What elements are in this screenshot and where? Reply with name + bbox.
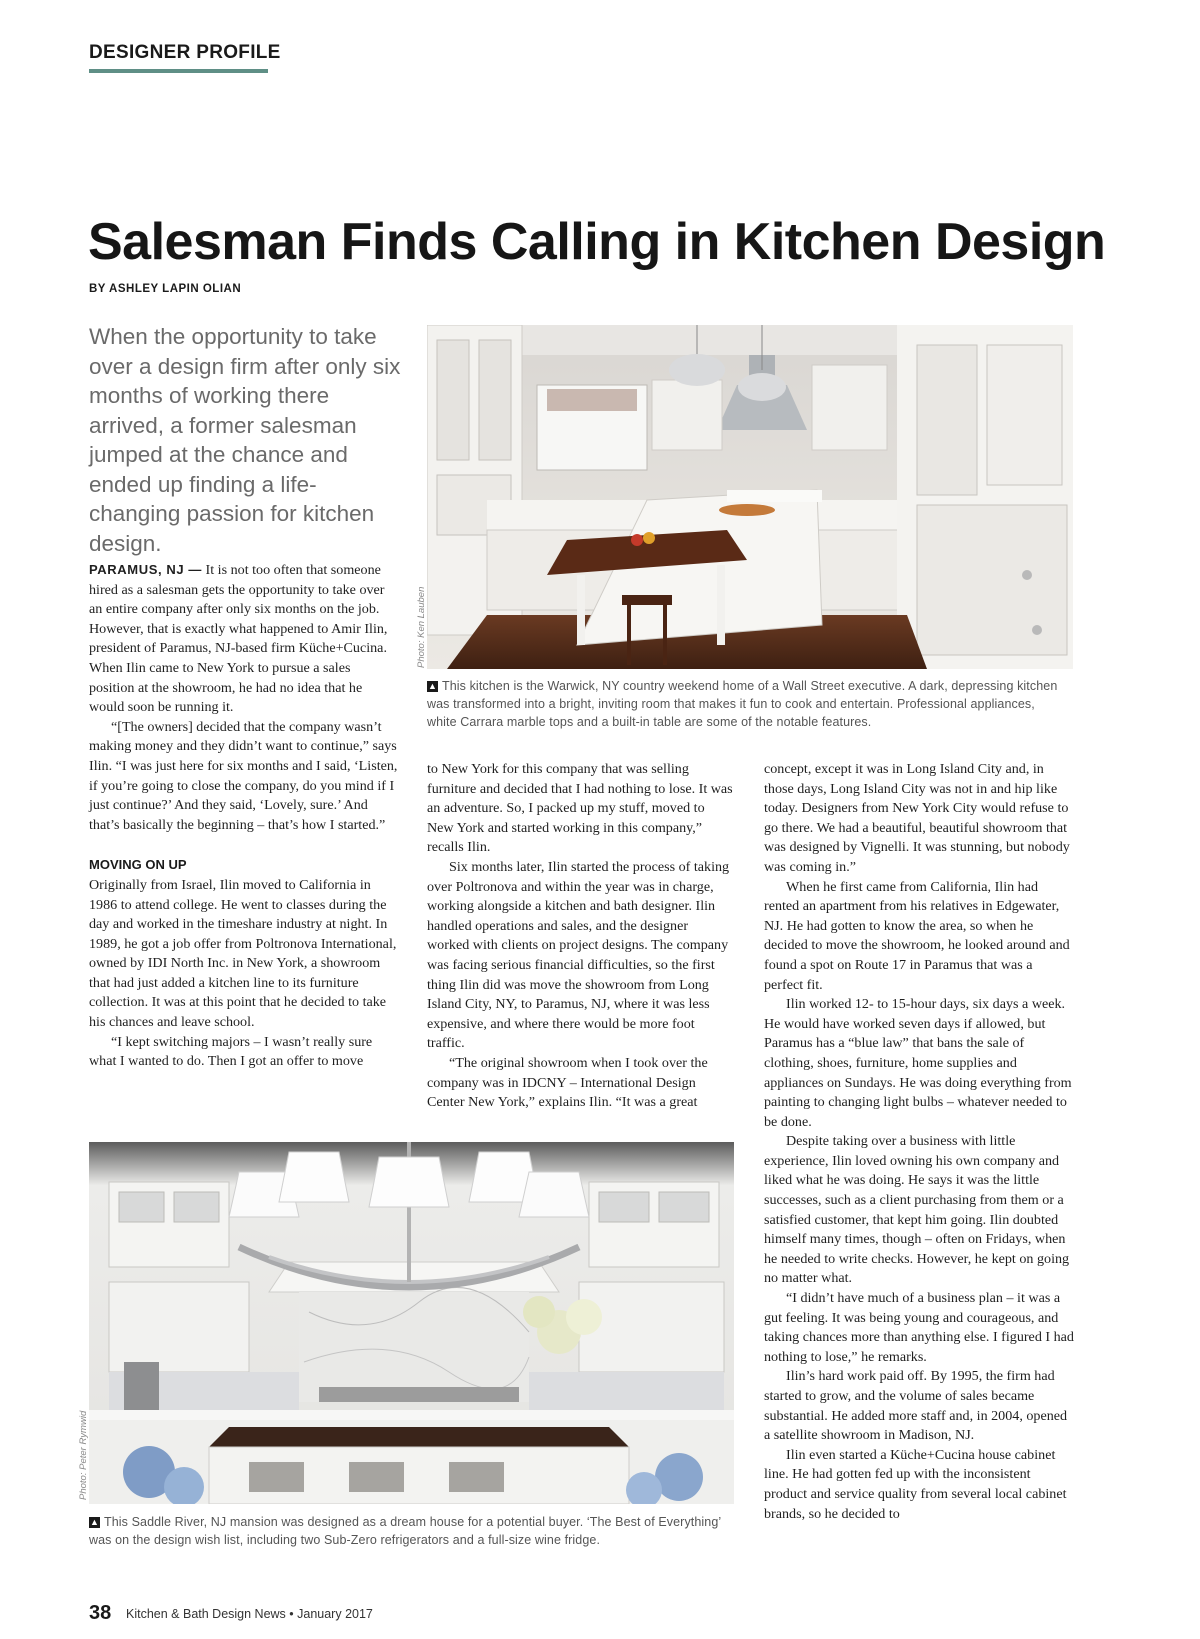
kitchen-photo-saddle-river (89, 1142, 734, 1504)
article-column-3 (764, 760, 1074, 1524)
paragraph: Ilin even started a Küche+Cucina house cabinet line. He had gotten fed up with the inconsistent product and service quality from several local cabinet brands, so he decided to (764, 1446, 1067, 1522)
paragraph: “I kept switching majors – I wasn’t really sure what I wanted to do. Then I got an offer to move (89, 1033, 373, 1070)
paragraph: concept, except it was in Long Island City and, in those days, Long Island City was not in and hip like today. Designers from New York City would refuse to go there. We had a beautiful, beautiful showroom that was designed by Vignelli. It was stunning, but nobody was coming in.” (764, 761, 1070, 875)
paragraph: to New York for this company that was selling furniture and decided that I had nothing to lose. It was an adventure. So, I packed up my stuff, moved to New York and started working in this company,” recalls Ilin. (427, 761, 733, 856)
section-underline (89, 69, 268, 73)
paragraph: Ilin’s hard work paid off. By 1995, the firm had started to grow, and the volume of sales became substantial. He added more staff and, in 2004, opened a satellite showroom in Madison, NJ. (764, 1368, 1068, 1444)
article-column-1 (89, 560, 399, 1072)
publication-footer: Kitchen & Bath Design News • January 2017 (126, 1607, 373, 1621)
page-number: 38 (89, 1602, 112, 1624)
caption-arrow-icon: ▲ (89, 1517, 99, 1527)
paragraph: Six months later, Ilin started the process of taking over Poltronova and within the year was in charge, working alongside a kitchen and bath designer. Ilin handled operations and sales, and the designer worked with clients on project designs. The company was facing serious financial difficulties, so the first thing Ilin did was move the showroom from Long Island City, NY, to Paramus, NJ, where it was less expensive, and where there would be more foot traffic. (427, 858, 730, 1052)
article-column-2 (427, 760, 733, 1113)
paragraph: PARAMUS, NJ — It is not too often that someone hired as a salesman gets the opportunity to take over an entire company after only six months on the job. However, that is exactly what happened to Amir Ilin, president of Paramus, NJ-based firm Küche+Cucina. When Ilin came to New York to pursue a sales position at the showroom, he had no idea that he would soon be running it. (89, 562, 388, 716)
photo-caption-2 (89, 1513, 729, 1549)
caption-arrow-icon: ▲ (427, 681, 437, 691)
paragraph: “[The owners] decided that the company wasn’t making money and they didn’t want to continue,” says Ilin. “I was just here for six months and I said, ‘Listen, if you’re going to close the company, do you mind if I just continue?’ And they said, ‘Lovely, sure.’ And that’s basically the beginning – that’s how I started.” (89, 718, 398, 833)
paragraph: Originally from Israel, Ilin moved to California in 1986 to attend college. He went to classes during the day and worked in the timeshare industry at night. In 1989, he got a job offer from Poltronova International, owned by IDI North Inc. in New York, a showroom that had just added a kitchen line to its furniture collection. It was at this point that he decided to take his chances and leave school. (89, 876, 397, 1031)
paragraph: When he first came from California, Ilin had rented an apartment from his relatives in Edgewater, NJ. He had gotten to know the area, so when he decided to move the showroom, he looked around and found a spot on Route 17 in Paramus that was a perfect fit. (764, 878, 1070, 993)
paragraph: Ilin worked 12- to 15-hour days, six days a week. He would have worked seven days if allowed, but Paramus has a “blue law” that bans the sale of clothing, shoes, furniture, home supplies and appliances on Sundays. He was doing everything from painting to changing light bulbs – whatever needed to be done. (764, 996, 1072, 1130)
headline: Salesman Finds Calling in Kitchen Design (88, 213, 1106, 271)
caption-text-1: This kitchen is the Warwick, NY country weekend home of a Wall Street executive. A dark, depressing kitchen was transformed into a bright, inviting room that makes it fun to cook and entertain. Professional appliances, white Carrara marble tops and a built-in table are some of the notable features. (427, 679, 1058, 730)
caption-text-2: This Saddle River, NJ mansion was designed as a dream house for a potential buyer. ‘The Best of Everything’ was on the design wish list, including two Sub-Zero refrigerators and a full-size wine fridge. (89, 1515, 721, 1548)
paragraph: Despite taking over a business with little experience, Ilin loved owning his own company and liked what he was doing. He says it was the little successes, such as a client purchasing from them or a satisfied customer, that kept him going. Ilin doubted himself many times, though – often on Fridays, when he needed to write checks. However, he kept on going no matter what. (764, 1133, 1070, 1287)
kitchen-photo-warwick (427, 325, 1073, 669)
paragraph: “I didn’t have much of a business plan – it was a gut feeling. It was being young and courageous, and taking chances more than anything else. I figured I had nothing to lose,” he remarks. (764, 1290, 1074, 1365)
dek-intro: When the opportunity to take over a design firm after only six months of working there arrived, a former salesman jumped at the chance and ended up finding a life-changing passion for kitchen design. (89, 324, 401, 556)
photo-caption-1 (427, 677, 1067, 732)
paragraph: “The original showroom when I took over the company was in IDCNY – International Design Center New York,” explains Ilin. “It was a great (427, 1054, 708, 1111)
dateline: PARAMUS, NJ — (89, 562, 203, 577)
photo-credit-1: Photo: Ken Lauben (416, 586, 427, 668)
subhead-moving-on-up: MOVING ON UP (89, 857, 187, 873)
photo-credit-2: Photo: Peter Rymwid (78, 1410, 89, 1500)
section-label: DESIGNER PROFILE (89, 42, 281, 63)
byline: BY ASHLEY LAPIN OLIAN (89, 283, 242, 295)
